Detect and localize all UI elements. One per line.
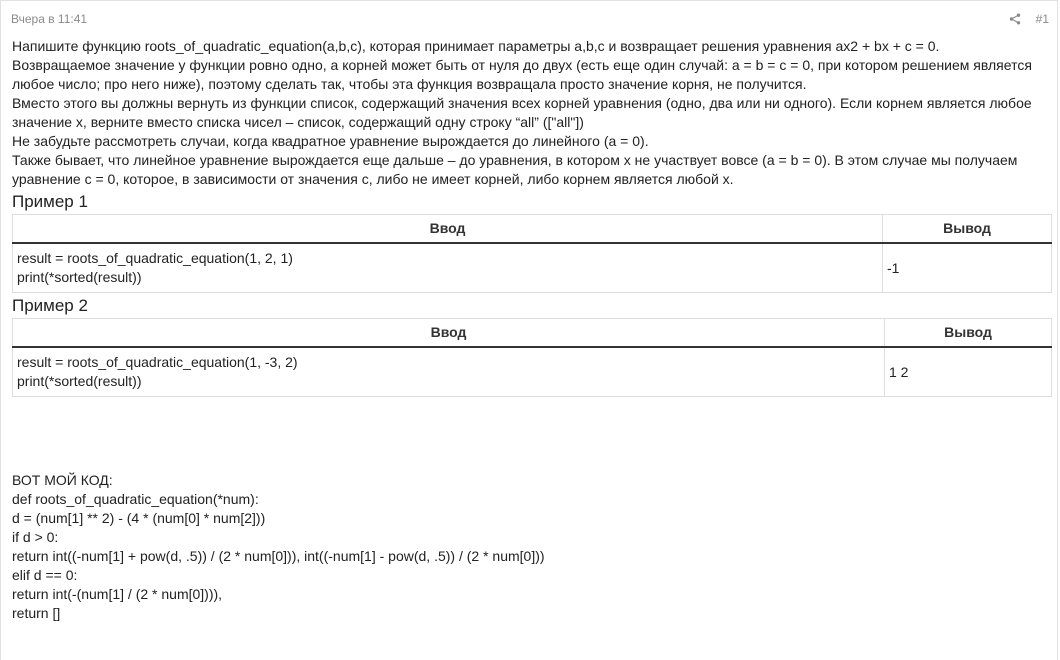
example-input-line: print(*sorted(result)) <box>17 373 142 389</box>
share-icon[interactable] <box>1009 13 1021 25</box>
example-input <box>13 243 883 293</box>
code-line: return int((-num[1] + pow(d, .5)) / (2 * num[0])), int((-num[1] - pow(d, .5)) / (2 * num[0])) <box>12 548 545 564</box>
table-row <box>13 347 1052 397</box>
post-date[interactable]: Вчера в 11:41 <box>11 12 88 26</box>
output-column-header: Вывод <box>885 319 1052 348</box>
post-content <box>12 37 1052 623</box>
example-input-line: result = roots_of_quadratic_equation(1, -3, 2) <box>17 354 298 370</box>
post-number-link[interactable]: #1 <box>1035 12 1049 26</box>
example-input-line: print(*sorted(result)) <box>17 269 142 285</box>
input-column-header: Ввод <box>13 215 883 244</box>
example-title: Пример 1 <box>12 192 88 211</box>
example-output: -1 <box>883 243 1052 293</box>
task-paragraph: Также бывает, что линейное уравнение вырождается еще дальше – до уравнения, в котором x не участвует вовсе (a = b = 0). В этом случае мы получаем уравнение c = 0, которое, в зависимости от значения c, либо не имеет корней, либо корнем является любой x. <box>12 152 1018 187</box>
post-header <box>11 12 1049 28</box>
example-title: Пример 2 <box>12 296 88 315</box>
code-heading: ВОТ МОЙ КОД: <box>12 472 113 488</box>
task-paragraph: Не забудьте рассмотреть случаи, когда квадратное уравнение вырождается до линейного (a = 0). <box>12 133 649 149</box>
code-line: elif d == 0: <box>12 567 78 583</box>
task-paragraph: Возвращаемое значение у функции ровно одно, а корней может быть от нуля до двух (есть еще один случай: a = b = c = 0, при котором решением является любое число; про него ниже), поэтому сделать так, чтобы эта функция возвращала просто значение корня, не получится. <box>12 57 1032 92</box>
input-column-header: Ввод <box>13 319 885 348</box>
spacer <box>12 397 1052 471</box>
example-input <box>13 347 885 397</box>
example-table <box>12 214 1052 293</box>
output-column-header: Вывод <box>883 215 1052 244</box>
code-line: return int(-(num[1] / (2 * num[0]))), <box>12 586 223 602</box>
code-line: d = (num[1] ** 2) - (4 * (num[0] * num[2])) <box>12 510 266 526</box>
example-output: 1 2 <box>885 347 1052 397</box>
example-table <box>12 318 1052 397</box>
example-input-line: result = roots_of_quadratic_equation(1, 2, 1) <box>17 250 293 266</box>
task-paragraph: Вместо этого вы должны вернуть из функции список, содержащий значения всех корней уравнения (одно, два или ни одного). Если корнем является любое значение x, верните вместо списка чисел – список, содержащий одну строку “all” (["all"]) <box>12 95 1032 130</box>
code-line: if d > 0: <box>12 529 59 545</box>
code-line: return [] <box>12 605 61 621</box>
table-row <box>13 243 1052 293</box>
code-line: def roots_of_quadratic_equation(*num): <box>12 491 259 507</box>
task-paragraph: Напишите функцию roots_of_quadratic_equation(a,b,c), которая принимает параметры a,b,c и возвращает решения уравнения ax2 + bx + c = 0. <box>12 38 940 54</box>
